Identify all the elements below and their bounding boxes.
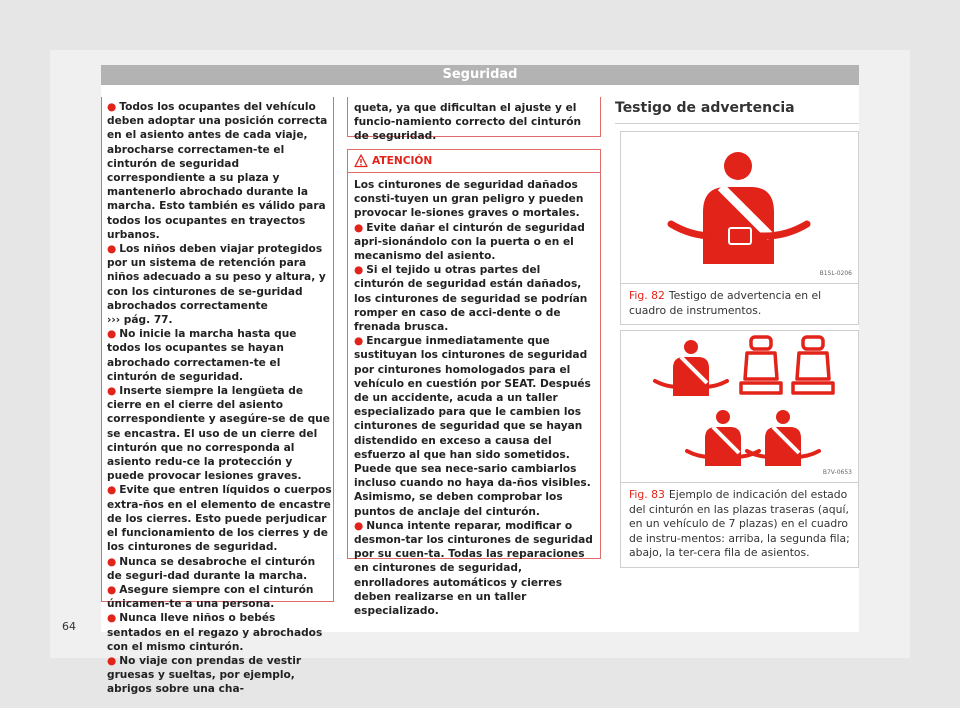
- figure-83-caption: Fig. 83 Ejemplo de indicación del estado del cinturón en las plazas traseras (aquí, en un vehículo de 7 plazas) en el cuadro de instru-mentos: arriba, la segunda fila; abajo, la ter-cera fila de asientos.: [629, 488, 850, 559]
- figure-83: [620, 330, 859, 568]
- warning-bullet: ● Si el tejido u otras partes del cinturón de seguridad están dañados, los cinturones de seguridad se podrían romper en caso de acci-dente o de frenada brusca.: [354, 264, 588, 334]
- bullet-dot-icon: ●: [107, 243, 117, 256]
- bullet-dot-icon: ●: [354, 264, 364, 277]
- page-number: 64: [62, 620, 76, 633]
- bullet-dot-icon: ●: [107, 101, 117, 113]
- bullet-item: ● Todos los ocupantes del vehículo deben adoptar una posición correcta en el asiento antes de cada viaje, abrocharse correctamen-te el cinturón de seguridad correspondiente a su plaza y mantenerlo abrochado durante la marcha. Esto también es válido para todos los ocupantes en trayectos urbanos.: [107, 101, 328, 241]
- bullet-item: ● Asegure siempre con el cinturón únicamen-te a una persona.: [107, 583, 314, 611]
- warning-triangle-icon: [354, 154, 368, 168]
- warning-title: ATENCIÓN: [372, 155, 433, 167]
- seatbelt-warning-icon: [621, 132, 858, 283]
- figure-83-image: [621, 331, 858, 483]
- bullet-item: ● Nunca lleve niños o bebés sentados en el regazo y abrochados con el mismo cinturón.: [107, 612, 323, 653]
- column-middle: [347, 97, 601, 618]
- bullet-dot-icon: ●: [107, 484, 117, 497]
- figure-code: B1SL-0206: [819, 269, 852, 277]
- bullet-dot-icon: ●: [107, 583, 117, 596]
- column-left: [101, 97, 335, 696]
- bullet-dot-icon: ●: [107, 654, 117, 667]
- warning-bullet: ● Encargue inmediatamente que sustituyan los cinturones de seguridad por cinturones homologados para el vehículo en cuestión por SEAT. Después de un accidente, acuda a un taller especializado para que le cambien los cinturones de seguridad que se hayan distendido en exceso a causa del esfuerzo al que han sido sometidos. Puede que sea nece-sario cambiarlos incluso cuando no haya da-ños visibles. Asimismo, se deben comprobar los puntos de anclaje del cinturón.: [354, 335, 591, 518]
- bullet-item: ● Evite que entren líquidos o cuerpos extra-ños en el elemento de encastre de los cierres. Esto puede perjudicar el funcionamiento de los cierres y de los cinturones de seguridad.: [107, 484, 332, 554]
- warning-intro: Los cinturones de seguridad dañados consti-tuyen un gran peligro y pueden provocar le-siones graves o mortales.: [354, 179, 584, 220]
- warning-header: [348, 150, 600, 173]
- warning-bullet: ● Nunca intente reparar, modificar o desmon-tar los cinturones de seguridad por su cuen-ta. Todas las reparaciones en cinturones de seguridad, enrolladores automáticos y cierres deben realizarse en un taller especializado.: [354, 519, 593, 618]
- bullet-item: ● No viaje con prendas de vestir gruesas y sueltas, por ejemplo, abrigos sobre una cha-: [107, 654, 302, 696]
- bullet-item: ● Inserte siempre la lengüeta de cierre en el cierre del asiento correspondiente y asegúre-se de que se encastra. El uso de un cierre del cinturón que no corresponda al asiento redu-ce la protección y puede provocar lesiones graves.: [107, 385, 330, 483]
- figure-82: [620, 131, 859, 325]
- seat-status-icons: [621, 331, 858, 482]
- bullet-item: ● No inicie la marcha hasta que todos los ocupantes se hayan abrochado correctamen-te el cinturón de seguridad.: [107, 328, 297, 383]
- section-title: Testigo de advertencia: [615, 97, 859, 124]
- bullet-dot-icon: ●: [107, 612, 117, 625]
- figure-82-caption: Fig. 82 Testigo de advertencia en el cuadro de instrumentos.: [629, 289, 822, 317]
- bullet-item: ● Nunca se desabroche el cinturón de seguri-dad durante la marcha.: [107, 555, 316, 582]
- bullet-dot-icon: ●: [107, 555, 117, 568]
- bullet-dot-icon: ●: [107, 385, 117, 398]
- bullet-dot-icon: ●: [354, 335, 364, 348]
- figure-82-image: [621, 132, 858, 284]
- column-right: [615, 97, 859, 559]
- bullet-dot-icon: ●: [354, 221, 364, 234]
- page-reference-link[interactable]: ››› pág. 77.: [107, 314, 173, 327]
- bullet-dot-icon: ●: [107, 328, 117, 341]
- warning-bullet: ● Evite dañar el cinturón de seguridad apri-sionándolo con la puerta o en el mecanismo del asiento.: [354, 221, 585, 263]
- bullet-dot-icon: ●: [354, 519, 364, 532]
- warning-box: [347, 149, 601, 618]
- continued-text-box: queta, ya que dificultan el ajuste y el funcio-namiento correcto del cinturón de seguridad.: [347, 97, 601, 137]
- page-header: Seguridad: [101, 65, 859, 85]
- figure-code: B7V-0653: [822, 468, 852, 476]
- bullet-item: ● Los niños deben viajar protegidos por un sistema de retención para niños adecuado a su peso y altura, y con los cinturones de se-guridad abrochados correctamente ››› pág. 77.: [107, 243, 326, 327]
